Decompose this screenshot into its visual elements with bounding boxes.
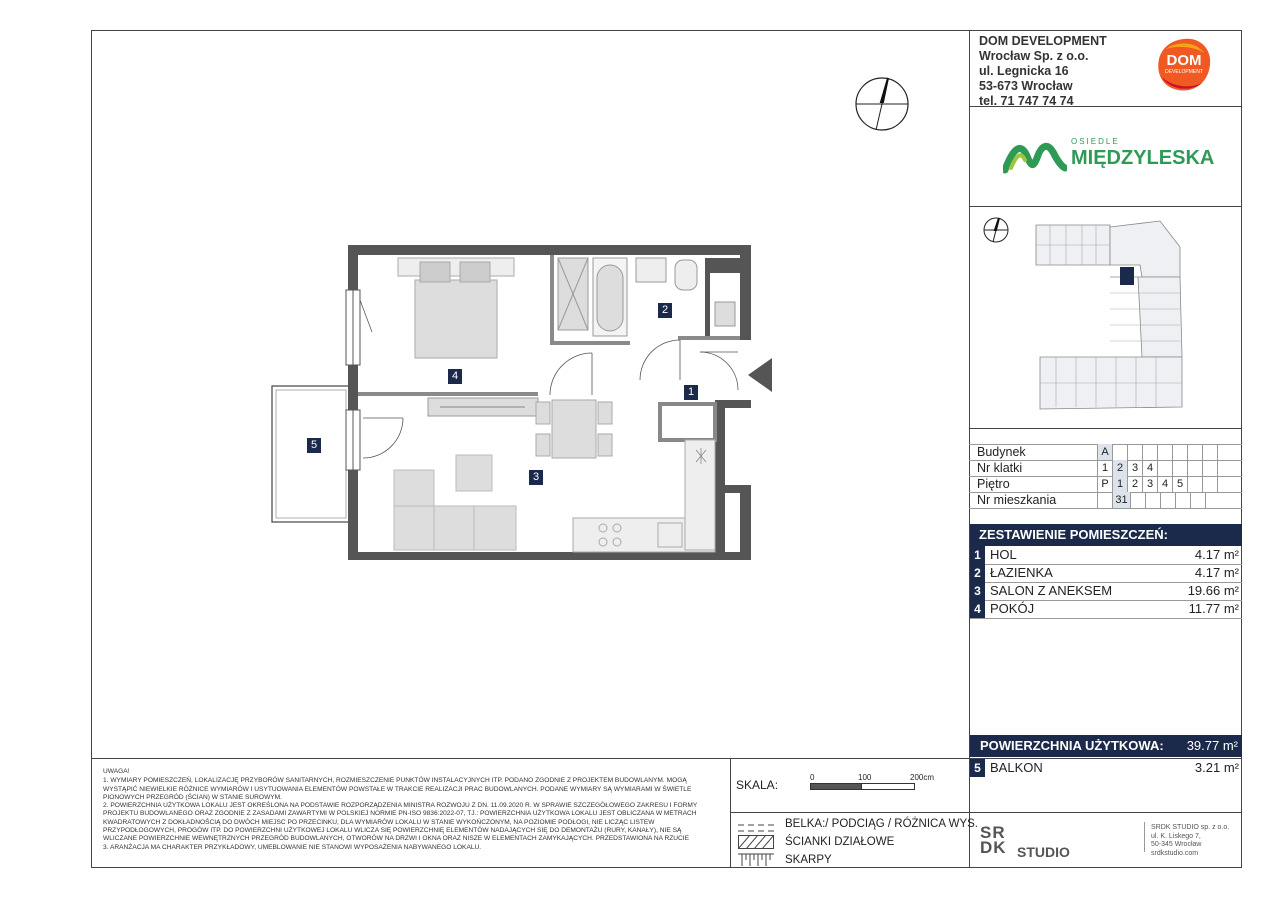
empty-cell [1112, 444, 1127, 460]
floor-option: 4 [1157, 476, 1172, 492]
floor-option: 2 [1127, 476, 1142, 492]
room-name: ŁAZIENKA [990, 565, 1053, 580]
info-row-apartment [970, 492, 1242, 508]
note-line: WYSTĄPIĆ NIEWIELKIE RÓŻNICE WYMIARÓW I USYTUOWANIA ELEMENTÓW POWSTAŁE W TRAKCIE REALIZACJI PRAC BUDOWLANYCH. PODANE WYMIARY SĄ WYMIARAMI W ŚWIETLE [103, 785, 692, 793]
empty-cell [1217, 460, 1232, 476]
empty-cell [1172, 460, 1187, 476]
hatched-box-icon [738, 835, 774, 854]
plan-label-balcony: 5 [307, 438, 321, 453]
studio-address [1151, 824, 1229, 858]
room-number: 3 [970, 582, 985, 600]
estate-name: MIĘDZYLESKA [1071, 147, 1215, 169]
empty-cell [1202, 476, 1217, 492]
room-row [970, 546, 1242, 565]
room-number: 5 [970, 759, 985, 777]
scale-bar-light [861, 783, 915, 790]
divider [730, 758, 731, 868]
info-label: Piętro [977, 477, 1010, 491]
developer-name: DOM DEVELOPMENT [979, 34, 1107, 48]
staircase-option: 3 [1127, 460, 1142, 476]
room-name: SALON Z ANEKSEM [990, 583, 1113, 598]
empty-cell [1175, 492, 1190, 508]
studio-street: ul. K. Liskego 7, [1151, 832, 1201, 840]
room-number: 4 [970, 600, 985, 618]
empty-cell [1160, 492, 1175, 508]
room-row [970, 582, 1242, 601]
note-line: PROJEKTU BUDOWLANEGO ORAZ ZGODNIE Z ZASADAMI ZAWARTYMI W POLSKIEJ NORMIE PN-ISO 9836:2022-07, TJ.: POWIERZCHNIA UŻYTKOWA LOKALU JEST OBLICZANA W METRACH [103, 810, 697, 818]
staircase-option: 2 [1112, 460, 1127, 476]
note-line: 2. POWIERZCHNIA UŻYTKOWA LOKALU JEST OKREŚLONA NA PODSTAWIE ROZPORZĄDZENIA MINISTRA ROZWOJU Z DN. 11.09.2020 R. W SPRAWIE SZCZEGÓŁOWEGO ZAKRESU I FORMY [103, 802, 698, 810]
room-area: 3.21 m² [1194, 760, 1239, 775]
empty-cell [1202, 444, 1217, 460]
building-option: A [1097, 444, 1112, 460]
srdk-logo-word: STUDIO [1017, 844, 1070, 860]
divider [1144, 822, 1145, 852]
apartment-number: 31 [1112, 492, 1130, 508]
divider [969, 206, 1242, 207]
scale-tick: 100 [858, 773, 872, 782]
info-row-staircase [970, 460, 1242, 476]
room-area: 4.17 m² [1194, 565, 1239, 580]
info-label: Nr klatki [977, 461, 1023, 475]
room-row [970, 600, 1242, 619]
total-area-value: 39.77 m² [1186, 738, 1238, 753]
scale-label: SKALA: [736, 778, 779, 792]
empty-cell [1157, 460, 1172, 476]
empty-cell [1217, 444, 1232, 460]
site-plan-thumbnail [1030, 217, 1190, 417]
developer-company: Wrocław Sp. z o.o. [979, 49, 1089, 63]
empty-cell [1205, 492, 1220, 508]
floor-option: 5 [1172, 476, 1187, 492]
note-line: WLICZANE POWIERZCHNIE WEWNĘTRZNYCH PRZEGRÓD BUDOWLANYCH, OTWORÓW NA DRZWI I OKNA ORAZ NISZE W ELEMENTACH ZAMYKAJĄCYCH. PRZEDSTAWIONA NA RZUCIE [103, 835, 690, 843]
room-name: BALKON [990, 760, 1043, 775]
dom-logo-subtext: DEVELOPMENT [1165, 69, 1203, 75]
empty-cell [1172, 444, 1187, 460]
staircase-option: 4 [1142, 460, 1157, 476]
staircase-option: 1 [1097, 460, 1112, 476]
room-area: 19.66 m² [1187, 583, 1239, 598]
room-area: 4.17 m² [1194, 547, 1239, 562]
srdk-logo-top: SR [980, 823, 1006, 842]
plan-label-bathroom: 2 [658, 303, 672, 318]
empty-cell [1130, 492, 1145, 508]
srdk-logo [980, 825, 1007, 855]
note-line: KWADRATOWYCH Z DOKŁADNOŚCIĄ DO DWÓCH MIEJSC PO PRZECINKU, DLA WYMIARÓW LOKALU W STANIE WYKOŃCZONYM, NA POZIOMIE PODŁOGI, NIE LICZĄC LISTEW [103, 818, 655, 826]
notes-title: UWAGA! [103, 768, 130, 775]
developer-phone: tel. 71 747 74 74 [979, 94, 1074, 108]
srdk-logo-bottom: DK [980, 838, 1007, 857]
legend-beam: BELKA:/ PODCIĄG / RÓŻNICA WYS. [785, 818, 978, 830]
developer-info [979, 34, 1107, 109]
legend-slopes: SKARPY [785, 854, 832, 866]
empty-cell [1097, 492, 1112, 508]
empty-cell [1217, 476, 1232, 492]
floor-plan [260, 240, 780, 575]
note-line: PRZYPODŁOGOWYCH, PROGÓW ITP. DO POWIERZCHNI UŻYTKOWEJ LOKALU WLICZA SIĘ POWIERZCHNIĘ ELEMENTÓW NADAJĄCYCH SIĘ DO DEMONTAŻU (RURY, KANAŁY), NIE SĄ [103, 827, 682, 835]
compass-icon [853, 75, 911, 138]
dom-logo-text: DOM [1166, 52, 1202, 69]
studio-name: SRDK STUDIO sp. z o.o. [1151, 824, 1230, 831]
room-row [970, 564, 1242, 583]
empty-cell [1142, 444, 1157, 460]
dom-logo [1156, 37, 1212, 93]
balcony-row [970, 759, 1242, 777]
info-row-building [970, 444, 1242, 460]
compass-small-icon [982, 216, 1010, 249]
note-line: 3. ARANŻACJA MA CHARAKTER PRZYKŁADOWY, UMEBLOWANIE NIE STANOWI WYPOSAŻENIA NABYWANEGO LOKALU. [103, 843, 482, 851]
note-line: PIONOWYCH PRZEGRÓD (ŚCIAN) W STANIE SUROWYM. [103, 793, 283, 801]
room-name: HOL [990, 547, 1017, 562]
floor-option: P [1097, 476, 1112, 492]
developer-street: ul. Legnicka 16 [979, 64, 1069, 78]
note-line: 1. WYMIARY POMIESZCZEŃ, LOKALIZACJĘ PRZYBORÓW SANITARNYCH, ROZMIESZCZENIE PUNKTÓW INSTALACYJNYCH ITP. PODANO ZGODNIE Z PROJEKTEM BUDOWLANYM. MOGĄ [103, 777, 687, 785]
info-row-floor [970, 476, 1242, 492]
balcony-outline [272, 386, 350, 522]
notes [103, 768, 723, 852]
slope-icon [738, 853, 774, 872]
empty-cell [1187, 444, 1202, 460]
total-area-label: POWIERZCHNIA UŻYTKOWA: [980, 738, 1164, 753]
total-area-row [970, 735, 1242, 757]
scale-tick: 200cm [910, 773, 935, 782]
plan-label-bedroom: 4 [448, 369, 462, 384]
room-number: 1 [970, 546, 985, 564]
plan-label-living: 3 [529, 470, 543, 485]
divider [969, 428, 1242, 429]
info-label: Budynek [977, 445, 1026, 459]
empty-cell [1202, 460, 1217, 476]
table-line [969, 508, 1242, 509]
scale-bar-dark [810, 783, 862, 790]
empty-cell [1187, 460, 1202, 476]
estate-logo [1003, 137, 1215, 179]
empty-cell [1190, 492, 1205, 508]
floor-option: 1 [1112, 476, 1127, 492]
info-label: Nr mieszkania [977, 493, 1057, 507]
studio-website: srdkstudio.com [1151, 849, 1199, 857]
estate-logo-icon [1003, 138, 1067, 174]
empty-cell [1187, 476, 1202, 492]
scale-tick: 0 [810, 773, 815, 782]
rooms-title: ZESTAWIENIE POMIESZCZEŃ: [970, 524, 1242, 546]
empty-cell [1127, 444, 1142, 460]
empty-cell [1145, 492, 1160, 508]
estate-prefix: OSIEDLE [1071, 137, 1120, 146]
floor-option: 3 [1142, 476, 1157, 492]
entrance-arrow-icon [748, 358, 772, 392]
room-name: POKÓJ [990, 601, 1035, 616]
room-number: 2 [970, 564, 985, 582]
apartment-marker [1120, 267, 1134, 285]
legend-partition: ŚCIANKI DZIAŁOWE [785, 836, 895, 848]
empty-cell [1157, 444, 1172, 460]
room-area: 11.77 m² [1188, 601, 1239, 616]
studio-city: 50-345 Wrocław [1151, 841, 1202, 848]
developer-city: 53-673 Wrocław [979, 79, 1073, 93]
divider [730, 812, 1242, 813]
plan-label-hol: 1 [684, 385, 698, 400]
